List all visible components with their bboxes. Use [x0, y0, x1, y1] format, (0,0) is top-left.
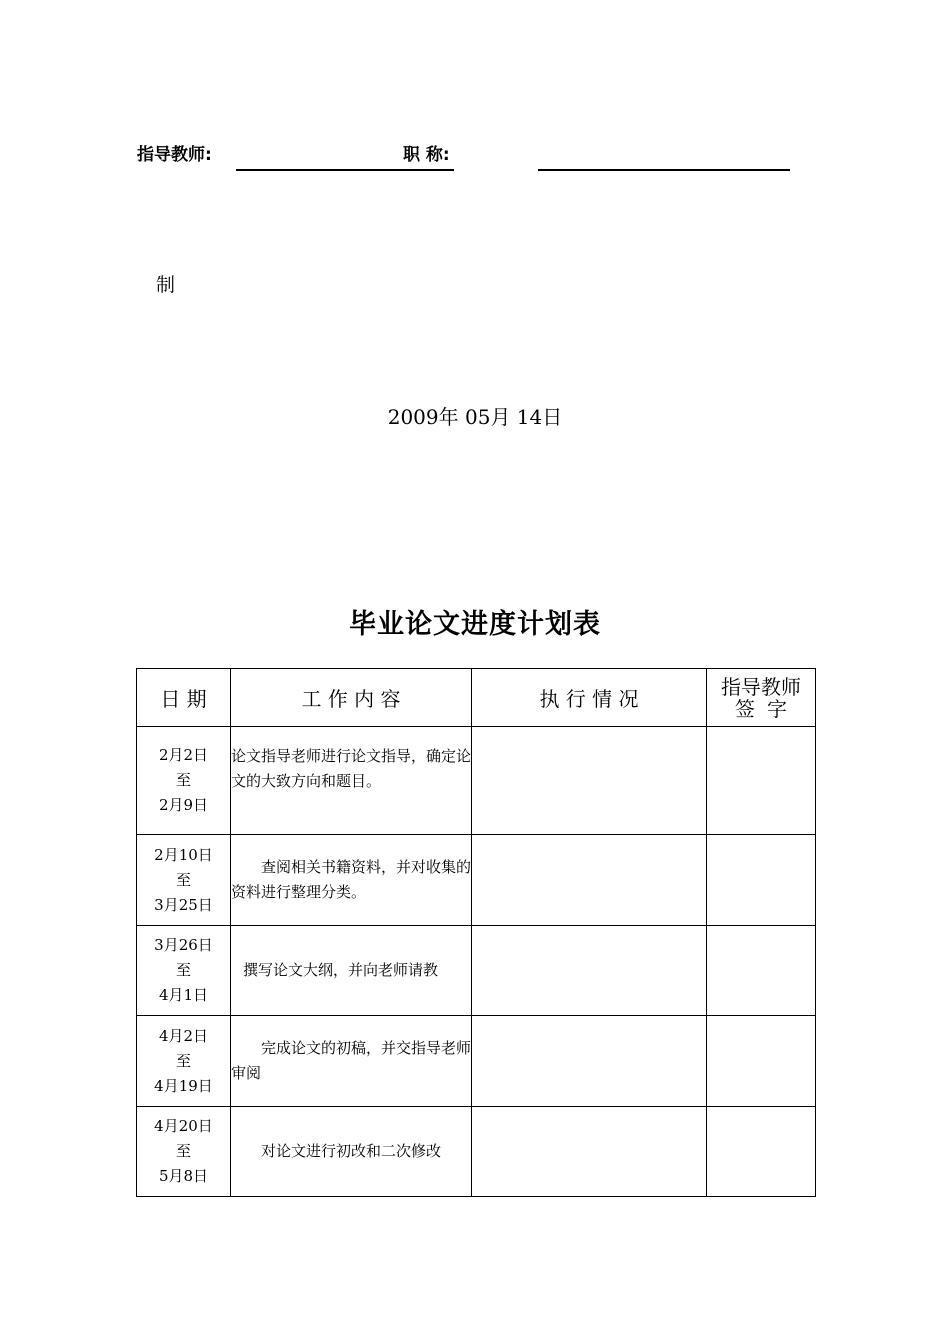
- execution-cell[interactable]: [472, 727, 707, 835]
- sign-cell[interactable]: [707, 1107, 816, 1197]
- table-row: [137, 1016, 816, 1107]
- date-cell: [137, 727, 231, 835]
- col-header-execution: 执 行 情 况: [472, 669, 707, 727]
- content-text: 论文指导老师进行论文指导，确定论文的大致方向和题目。: [231, 747, 472, 790]
- execution-cell[interactable]: [472, 926, 707, 1016]
- col-header-sign-line1: 指导教师: [721, 674, 801, 699]
- content-cell: [231, 926, 472, 1016]
- date-to: 至: [175, 961, 191, 979]
- advisor-info-row: [137, 138, 797, 172]
- col-header-content: 工 作 内 容: [231, 669, 472, 727]
- cover-zhi-text: 制: [156, 274, 176, 296]
- date-start: 4月2日: [158, 1026, 209, 1045]
- execution-cell[interactable]: [472, 835, 707, 926]
- date-end: 2月9日: [158, 796, 209, 814]
- date-end: 3月25日: [154, 895, 213, 914]
- col-header-sign-char2: 字: [767, 696, 787, 721]
- cover-date: 2009年 05月 14日: [387, 405, 563, 429]
- schedule-table: [136, 668, 816, 1197]
- date-start: 2月10日: [154, 845, 213, 864]
- date-to: 至: [175, 1051, 191, 1070]
- content-cell: [231, 1107, 472, 1197]
- content-cell: [231, 727, 472, 835]
- schedule-header-row: [137, 669, 816, 727]
- execution-cell[interactable]: [472, 1016, 707, 1107]
- content-cell: [231, 835, 472, 926]
- col-header-sign: [707, 669, 816, 727]
- date-end: 4月19日: [154, 1076, 213, 1095]
- date-to: 至: [175, 771, 191, 789]
- date-to: 至: [175, 1142, 191, 1160]
- title-label: 职 称:: [403, 145, 450, 165]
- sign-cell[interactable]: [707, 835, 816, 926]
- date-cell: [137, 1016, 231, 1107]
- date-to: 至: [175, 870, 191, 889]
- content-text: 撰写论文大纲，并向老师请教: [243, 961, 439, 979]
- col-header-sign-char1: 签: [735, 696, 755, 721]
- date-cell: [137, 926, 231, 1016]
- schedule-title: 毕业论文进度计划表: [349, 609, 601, 640]
- date-end: 4月1日: [158, 986, 209, 1004]
- sign-cell[interactable]: [707, 1016, 816, 1107]
- execution-cell[interactable]: [472, 1107, 707, 1197]
- col-header-date: 日 期: [137, 669, 231, 727]
- advisor-label: 指导教师:: [137, 145, 212, 165]
- table-row: [137, 727, 816, 835]
- content-text: 完成论文的初稿，并交指导老师审阅: [231, 1039, 472, 1082]
- title-value-line: [538, 169, 790, 171]
- table-row: [137, 835, 816, 926]
- content-text: 对论文进行初改和二次修改: [261, 1142, 442, 1160]
- date-start: 3月26日: [154, 936, 213, 954]
- date-start: 4月20日: [154, 1117, 213, 1135]
- sign-cell[interactable]: [707, 727, 816, 835]
- content-cell: [231, 1016, 472, 1107]
- date-end: 5月8日: [158, 1167, 209, 1185]
- date-cell: [137, 1107, 231, 1197]
- date-start: 2月2日: [158, 746, 209, 764]
- date-cell: [137, 835, 231, 926]
- content-text: 查阅相关书籍资料，并对收集的资料进行整理分类。: [231, 858, 472, 901]
- advisor-name-line: [236, 169, 454, 171]
- col-header-sign-line2: [707, 698, 815, 720]
- table-row: [137, 926, 816, 1016]
- table-row: [137, 1107, 816, 1197]
- sign-cell[interactable]: [707, 926, 816, 1016]
